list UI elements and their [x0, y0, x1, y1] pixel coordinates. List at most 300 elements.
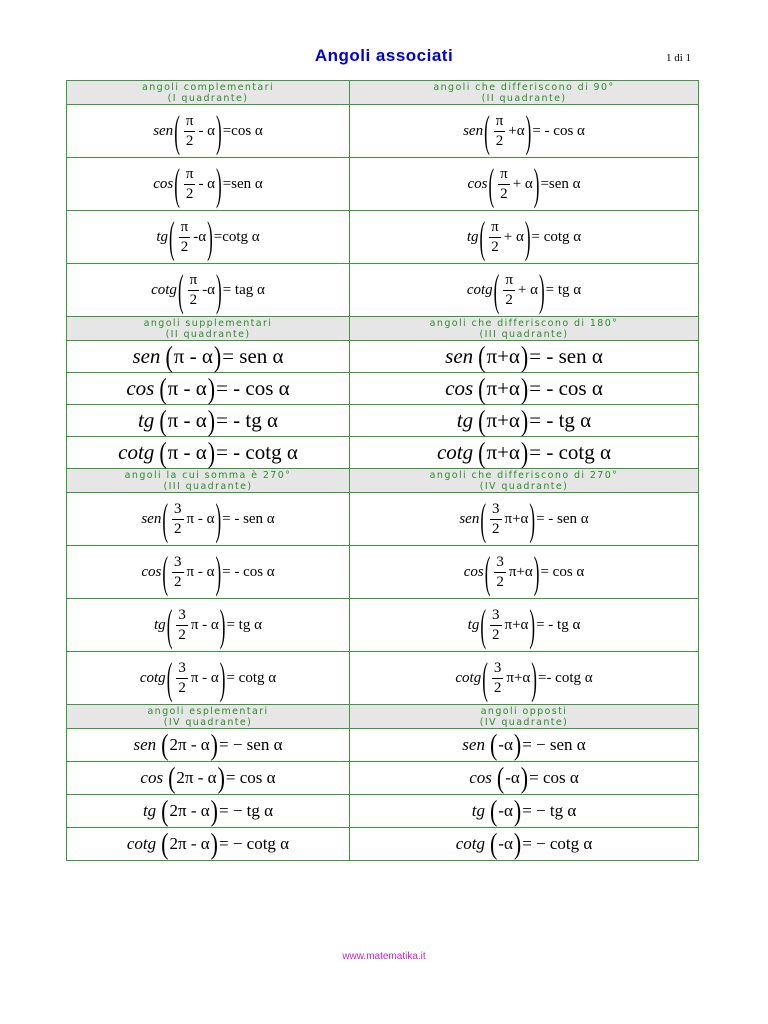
- formula: [455, 653, 593, 703]
- right-section-header: [350, 469, 699, 493]
- left-formula-cell: [67, 211, 350, 264]
- right-paren: ): [525, 106, 532, 156]
- left-formula-cell: [67, 599, 350, 652]
- function-name: cos: [140, 768, 164, 787]
- function-name: tg: [456, 408, 474, 432]
- right-formula-cell: [350, 338, 699, 373]
- argument-rest: π - α: [186, 510, 215, 527]
- argument: -α: [505, 768, 520, 787]
- argument-rest: -α: [193, 228, 207, 245]
- left-paren: (: [166, 600, 173, 650]
- section-quadrant: (I quadrante): [167, 93, 249, 104]
- section-title: angoli la cui somma è 270°: [124, 470, 292, 481]
- denominator: 2: [185, 185, 194, 202]
- argument-rest: -α: [202, 281, 216, 298]
- formula-row: [67, 373, 699, 405]
- left-paren: (: [174, 159, 180, 209]
- result: = − tg α: [218, 801, 274, 820]
- denominator: 2: [180, 238, 189, 255]
- left-formula-cell: [67, 105, 350, 158]
- formula: [126, 826, 290, 861]
- function-name: cotg: [436, 440, 474, 464]
- right-paren: ): [513, 793, 522, 828]
- fraction: [494, 555, 506, 590]
- right-paren: ): [216, 159, 222, 209]
- function-name: sen: [445, 344, 474, 368]
- result: = - sen α: [536, 510, 589, 527]
- argument: π+α: [486, 440, 520, 464]
- formula: [467, 600, 581, 650]
- function-name: tg: [154, 616, 166, 633]
- right-paren: ): [207, 434, 216, 469]
- right-paren: ): [207, 370, 216, 405]
- formula: [445, 370, 603, 405]
- left-paren: (: [174, 106, 180, 156]
- left-paren: (: [162, 494, 168, 544]
- formula-row: [67, 341, 699, 373]
- numerator: π: [498, 167, 510, 185]
- denominator: 2: [493, 679, 502, 696]
- function-name: cotg: [455, 834, 485, 853]
- right-paren: ): [215, 494, 222, 544]
- right-paren: ): [520, 402, 529, 437]
- result: = cotg α: [531, 228, 582, 245]
- numerator: π: [188, 273, 200, 291]
- denominator: 2: [174, 520, 182, 537]
- left-paren: (: [489, 793, 498, 828]
- fraction: [184, 114, 196, 149]
- left-paren: (: [480, 494, 487, 544]
- right-paren: ): [520, 760, 529, 795]
- left-formula-cell: [67, 828, 350, 861]
- section-header-row: [67, 81, 699, 105]
- left-formula-cell: [67, 402, 350, 437]
- left-paren: (: [489, 826, 498, 861]
- argument-rest: π+α: [504, 616, 529, 633]
- formula: [139, 653, 277, 703]
- right-paren: ): [529, 494, 536, 544]
- result: = - tg α: [216, 408, 279, 432]
- section-quadrant: (III quadrante): [163, 481, 253, 492]
- function-name: cotg: [126, 834, 157, 853]
- left-paren: (: [162, 547, 168, 597]
- formula-row: [67, 211, 699, 264]
- left-formula-cell: [67, 652, 350, 705]
- left-formula-cell: [67, 795, 350, 828]
- numerator: π: [184, 167, 196, 185]
- formula: [118, 434, 298, 469]
- fraction: [492, 661, 504, 696]
- function-name: sen: [132, 344, 161, 368]
- result: = - cos α: [216, 376, 290, 400]
- function-name: sen: [462, 735, 485, 754]
- section-title: angoli esplementari: [147, 706, 269, 717]
- formula: [466, 212, 582, 262]
- result: = tag α: [222, 281, 265, 298]
- right-formula-cell: [350, 828, 699, 861]
- formula-row: [67, 795, 699, 828]
- result: = sen α: [222, 344, 284, 368]
- right-paren: ): [213, 338, 222, 373]
- right-section-header: [350, 317, 699, 341]
- result: = - tg α: [536, 616, 581, 633]
- right-formula-cell: [350, 493, 699, 546]
- left-paren: (: [161, 727, 169, 762]
- right-formula-cell: [350, 402, 699, 437]
- result: = - cotg α: [529, 440, 611, 464]
- formula-row: [67, 729, 699, 762]
- formula: [445, 338, 603, 373]
- fraction: [184, 167, 196, 202]
- argument-rest: + α: [503, 228, 524, 245]
- denominator: 2: [185, 132, 194, 149]
- right-paren: ): [531, 653, 537, 703]
- right-formula-cell: [350, 370, 699, 405]
- numerator: π: [489, 220, 501, 238]
- argument-rest: - α: [198, 175, 216, 192]
- numerator: π: [503, 273, 515, 291]
- left-paren: (: [484, 547, 491, 597]
- function-name: cotg: [118, 440, 155, 464]
- right-paren: ): [210, 793, 218, 828]
- argument-rest: π+α: [508, 563, 533, 580]
- left-paren: (: [479, 212, 486, 262]
- result: = - tg α: [529, 408, 592, 432]
- formula: [462, 727, 586, 762]
- denominator: 2: [492, 520, 500, 537]
- section-header-row: [67, 317, 699, 341]
- section-title: angoli che differiscono di 180°: [429, 318, 619, 329]
- function-name: tg: [471, 801, 485, 820]
- result: = − cotg α: [522, 834, 593, 853]
- argument: -α: [498, 801, 513, 820]
- formula-row: [67, 105, 699, 158]
- formula-row: [67, 158, 699, 211]
- section-quadrant: (II quadrante): [481, 93, 567, 104]
- fraction: [498, 167, 510, 202]
- left-formula-cell: [67, 434, 350, 469]
- formula: [132, 338, 284, 373]
- right-paren: ): [215, 547, 222, 597]
- argument-rest: π+α: [506, 669, 531, 686]
- denominator: 2: [500, 185, 508, 202]
- left-paren: (: [482, 653, 488, 703]
- function-name: sen: [463, 122, 484, 139]
- argument: π - α: [167, 376, 207, 400]
- fraction: [503, 273, 515, 308]
- left-paren: (: [488, 159, 495, 209]
- right-paren: ): [216, 265, 222, 315]
- argument-rest: +α: [508, 122, 525, 139]
- formula: [156, 212, 260, 262]
- page-number: 1 di 1: [666, 52, 692, 64]
- right-formula-cell: [350, 211, 699, 264]
- formula: [455, 826, 593, 861]
- formula-row: [67, 546, 699, 599]
- formula-row: [67, 405, 699, 437]
- argument-rest: π - α: [186, 563, 215, 580]
- function-name: sen: [133, 735, 157, 754]
- right-paren: ): [513, 826, 522, 861]
- left-paren: (: [161, 826, 169, 861]
- formula: [153, 106, 263, 156]
- argument: -α: [498, 735, 513, 754]
- result: = − cotg α: [218, 834, 290, 853]
- function-name: sen: [153, 122, 174, 139]
- function-name: cotg: [151, 281, 177, 298]
- argument: π - α: [173, 344, 213, 368]
- argument: 2π - α: [169, 735, 210, 754]
- denominator: 2: [189, 291, 198, 308]
- right-paren: ): [210, 826, 218, 861]
- denominator: 2: [492, 626, 500, 643]
- section-quadrant: (III quadrante): [479, 329, 569, 340]
- right-paren: ): [217, 760, 225, 795]
- result: = - cos α: [222, 563, 275, 580]
- formula-row: [67, 264, 699, 317]
- left-paren: (: [159, 434, 167, 469]
- formula-row: [67, 599, 699, 652]
- right-paren: ): [529, 600, 536, 650]
- argument: -α: [498, 834, 513, 853]
- fraction: [172, 502, 184, 537]
- result: = − sen α: [218, 735, 283, 754]
- result: = tg α: [545, 281, 582, 298]
- section-title: angoli che differiscono di 270°: [429, 470, 619, 481]
- section-title: angoli supplementari: [143, 318, 273, 329]
- section-title: angoli opposti: [480, 706, 568, 717]
- section-quadrant: (IV quadrante): [479, 717, 569, 728]
- formula-table: [66, 80, 699, 861]
- numerator: 3: [172, 555, 184, 573]
- function-name: cos: [126, 376, 155, 400]
- fraction: [489, 220, 501, 255]
- numerator: 3: [490, 608, 502, 626]
- argument: 2π - α: [169, 801, 210, 820]
- right-paren: ): [538, 265, 545, 315]
- result: = - cotg α: [216, 440, 298, 464]
- left-formula-cell: [67, 762, 350, 795]
- argument-rest: + α: [512, 175, 533, 192]
- argument: π - α: [167, 440, 207, 464]
- right-formula-cell: [350, 599, 699, 652]
- right-paren: ): [210, 727, 218, 762]
- formula: [137, 402, 279, 437]
- formula: [463, 106, 585, 156]
- left-paren: (: [489, 727, 498, 762]
- left-paren: (: [159, 402, 167, 437]
- fraction: [494, 114, 506, 149]
- right-paren: ): [216, 106, 222, 156]
- function-name: cos: [463, 563, 484, 580]
- left-formula-cell: [67, 158, 350, 211]
- argument-rest: π - α: [190, 669, 219, 686]
- result: =cos α: [222, 122, 263, 139]
- formula: [141, 547, 275, 597]
- left-paren: (: [493, 265, 500, 315]
- formula: [142, 793, 274, 828]
- left-formula-cell: [67, 264, 350, 317]
- formula-row: [67, 652, 699, 705]
- page-title: Angoli associati: [314, 46, 454, 65]
- numerator: π: [184, 114, 196, 132]
- left-paren: (: [165, 338, 173, 373]
- left-paren: (: [166, 653, 173, 703]
- denominator: 2: [178, 626, 186, 643]
- result: =sen α: [222, 175, 263, 192]
- formula-row: [67, 493, 699, 546]
- result: =cotg α: [213, 228, 260, 245]
- result: = − sen α: [522, 735, 586, 754]
- right-paren: ): [533, 159, 540, 209]
- formula: [133, 727, 283, 762]
- right-paren: ): [219, 653, 226, 703]
- function-name: cos: [467, 175, 488, 192]
- function-name: cotg: [455, 669, 482, 686]
- numerator: π: [494, 114, 506, 132]
- formula: [141, 494, 275, 544]
- left-paren: (: [168, 212, 175, 262]
- function-name: sen: [141, 510, 162, 527]
- left-paren: (: [496, 760, 505, 795]
- function-name: cotg: [466, 281, 493, 298]
- numerator: 3: [494, 555, 506, 573]
- left-paren: (: [478, 434, 486, 469]
- left-paren: (: [161, 793, 169, 828]
- formula-row: [67, 762, 699, 795]
- result: = tg α: [226, 616, 262, 633]
- right-section-header: [350, 81, 699, 105]
- left-section-header: [67, 81, 350, 105]
- fraction: [176, 661, 188, 696]
- formula: [459, 494, 589, 544]
- right-formula-cell: [350, 546, 699, 599]
- formula: [126, 370, 290, 405]
- denominator: 2: [491, 238, 499, 255]
- argument: π+α: [486, 408, 520, 432]
- denominator: 2: [496, 573, 504, 590]
- function-name: cos: [141, 563, 162, 580]
- argument: π - α: [167, 408, 207, 432]
- argument: π+α: [486, 376, 520, 400]
- formula: [467, 159, 581, 209]
- result: = − tg α: [522, 801, 577, 820]
- formula: [151, 265, 265, 315]
- numerator: 3: [492, 661, 504, 679]
- left-formula-cell: [67, 338, 350, 373]
- numerator: 3: [490, 502, 502, 520]
- left-paren: (: [168, 760, 176, 795]
- section-header-row: [67, 705, 699, 729]
- section-quadrant: (IV quadrante): [479, 481, 569, 492]
- right-paren: ): [513, 727, 522, 762]
- formula: [153, 159, 263, 209]
- fraction: [188, 273, 200, 308]
- result: = - cos α: [532, 122, 585, 139]
- left-formula-cell: [67, 493, 350, 546]
- left-section-header: [67, 705, 350, 729]
- function-name: cos: [469, 768, 492, 787]
- result: = cotg α: [226, 669, 277, 686]
- fraction: [176, 608, 188, 643]
- denominator: 2: [495, 132, 504, 149]
- argument-rest: π - α: [190, 616, 219, 633]
- right-paren: ): [524, 212, 531, 262]
- fraction: [172, 555, 184, 590]
- left-section-header: [67, 317, 350, 341]
- right-paren: ): [207, 402, 216, 437]
- formula: [456, 402, 592, 437]
- formula: [463, 547, 585, 597]
- result: = - sen α: [222, 510, 275, 527]
- footer-link[interactable]: www.matematika.it: [342, 951, 426, 962]
- section-quadrant: (IV quadrante): [163, 717, 253, 728]
- right-paren: ): [219, 600, 226, 650]
- formula: [436, 434, 611, 469]
- right-formula-cell: [350, 434, 699, 469]
- formula: [140, 760, 276, 795]
- right-formula-cell: [350, 264, 699, 317]
- argument-rest: - α: [198, 122, 216, 139]
- left-paren: (: [478, 370, 486, 405]
- right-formula-cell: [350, 652, 699, 705]
- right-paren: ): [520, 434, 529, 469]
- section-title: angoli che differiscono di 90°: [433, 82, 615, 93]
- left-formula-cell: [67, 546, 350, 599]
- argument: 2π - α: [169, 834, 210, 853]
- denominator: 2: [505, 291, 513, 308]
- result: = cos α: [529, 768, 579, 787]
- left-paren: (: [478, 338, 486, 373]
- formula: [471, 793, 577, 828]
- result: = cos α: [540, 563, 585, 580]
- left-paren: (: [484, 106, 490, 156]
- argument-rest: + α: [517, 281, 538, 298]
- numerator: 3: [176, 661, 188, 679]
- left-paren: (: [478, 402, 486, 437]
- function-name: tg: [137, 408, 155, 432]
- formula-row: [67, 437, 699, 469]
- fraction: [490, 502, 502, 537]
- fraction: [490, 608, 502, 643]
- argument-rest: π+α: [504, 510, 529, 527]
- right-section-header: [350, 705, 699, 729]
- argument: 2π - α: [176, 768, 217, 787]
- formula: [469, 760, 579, 795]
- denominator: 2: [174, 573, 182, 590]
- fraction: [179, 220, 191, 255]
- argument: π+α: [486, 344, 520, 368]
- function-name: tg: [142, 801, 157, 820]
- right-formula-cell: [350, 105, 699, 158]
- denominator: 2: [178, 679, 186, 696]
- result: =sen α: [540, 175, 581, 192]
- right-paren: ): [533, 547, 540, 597]
- section-header-row: [67, 469, 699, 493]
- numerator: 3: [172, 502, 184, 520]
- right-formula-cell: [350, 795, 699, 828]
- left-paren: (: [480, 600, 487, 650]
- section-quadrant: (II quadrante): [165, 329, 251, 340]
- left-paren: (: [177, 265, 184, 315]
- formula-row: [67, 828, 699, 861]
- function-name: tg: [467, 616, 480, 633]
- result: = - sen α: [529, 344, 603, 368]
- formula: [154, 600, 262, 650]
- numerator: 3: [176, 608, 188, 626]
- section-title: angoli complementari: [142, 82, 274, 93]
- function-name: tg: [156, 228, 168, 245]
